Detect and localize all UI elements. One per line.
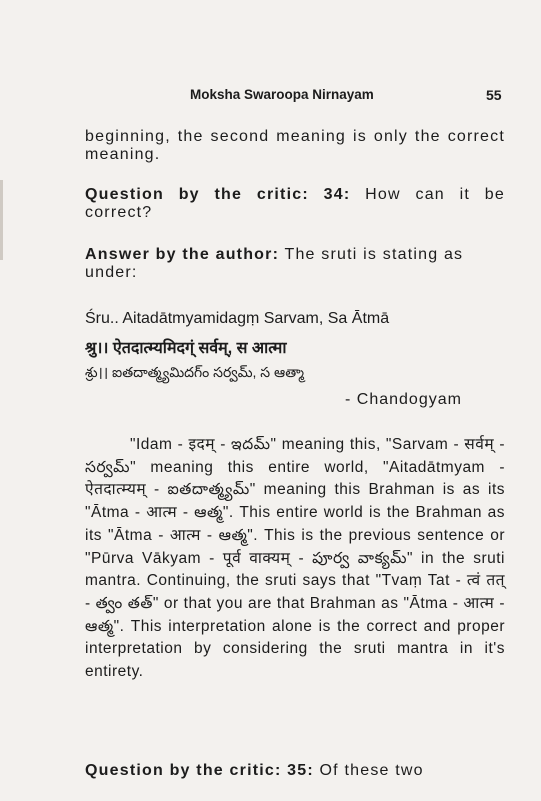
page-edge-mark [0, 180, 3, 260]
answer-34-text: The sruti is stating as under: [85, 246, 464, 281]
sruti-devanagari: श्रु।। ऐतदात्म्यमिदग्ं सर्वम्, स आत्मा [85, 340, 287, 357]
running-header: Moksha Swaroopa Nirnayam [190, 87, 374, 102]
sruti-telugu: శ్రు।। ఐతదాత్మ్యమిదగ్ం సర్వమ్, స ఆత్మా [85, 364, 305, 380]
paragraph-continuation: beginning, the second meaning is only the correct meaning. [85, 128, 505, 163]
answer-34 [85, 246, 505, 282]
body-paragraph: "Idam - इदम् - ఇదమ్" meaning this, "Sarvam - सर्वम् - సర్వమ్" meaning this entire world, "Aitadātmyam - ऐतदात्म्यम् - ఐతదాత్మ్యమ్" meaning this Brahman is as its "Ātma - आत्म - ఆత్మ". This entire world is the Brahman as its "Ātma - आत्म - ఆత్మ". This is the previous sentence or "Pūrva Vākyam - पूर्व वाक्यम् - పూర్వ వాక్యమ్" in the sruti mantra. Continuing, the sruti says that "Tvaṃ Tat - त्वं तत् - త్వం తత్" or that you are that Brahman as "Ātma - आत्म - ఆత్మ". This interpretation alone is the correct and proper interpretation by considering the sruti mantra in it's entirety. [85, 436, 505, 681]
question-34-label: Question by the critic: 34: [85, 186, 351, 203]
question-35 [85, 762, 505, 780]
page-number: 55 [486, 87, 502, 103]
question-35-text: Of these two [313, 762, 424, 779]
source-citation: - Chandogyam [345, 391, 462, 408]
question-34-text: How can it be correct? [85, 186, 506, 221]
question-35-label: Question by the critic: 35: [85, 762, 314, 779]
question-34 [85, 186, 505, 222]
sruti-roman: Śru.. Aitadātmyamidagṃ Sarvam, Sa Ātmā [85, 310, 390, 327]
answer-34-label: Answer by the author: [85, 246, 280, 263]
